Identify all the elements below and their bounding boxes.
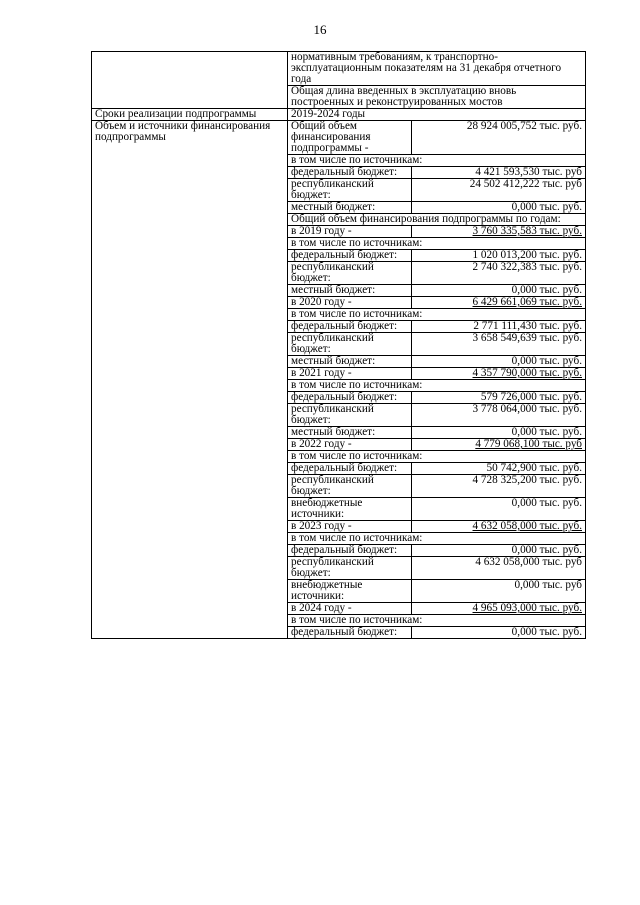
year-source-row-label: республиканский бюджет: xyxy=(288,404,412,427)
year-total-row-label: в 2021 году - xyxy=(288,368,412,380)
year-source-row-value: 0,000 тыс. руб xyxy=(412,580,586,603)
passport-table xyxy=(91,51,586,639)
year-source-row xyxy=(288,557,585,580)
total-source-row-label: федеральный бюджет: xyxy=(288,167,412,179)
year-source-row-label: федеральный бюджет: xyxy=(288,627,412,639)
year-source-row-value: 4 728 325,200 тыс. руб. xyxy=(412,475,586,498)
year-source-row xyxy=(288,285,585,297)
total-sources-heading-text: в том числе по источникам: xyxy=(288,155,585,167)
year-source-row-label: республиканский бюджет: xyxy=(288,333,412,356)
indicator-left-cell xyxy=(92,52,288,109)
year-source-row-label: местный бюджет: xyxy=(288,285,412,297)
year-sources-heading-text: в том числе по источникам: xyxy=(288,238,585,250)
year-source-row-label: внебюджетные источники: xyxy=(288,580,412,603)
terms-value: 2019-2024 годы xyxy=(288,109,586,121)
year-sources-heading-text: в том числе по источникам: xyxy=(288,533,585,545)
total-financing-row-value: 28 924 005,752 тыс. руб. xyxy=(466,120,582,132)
year-source-row-value: 0,000 тыс. руб. xyxy=(412,498,586,521)
year-total-row-label: в 2019 году - xyxy=(288,226,412,238)
year-source-row-label: местный бюджет: xyxy=(288,427,412,439)
year-source-row xyxy=(288,427,585,439)
year-source-row-label: федеральный бюджет: xyxy=(288,545,412,557)
year-total-row xyxy=(288,297,585,309)
total-source-row xyxy=(288,167,585,179)
year-source-row-label: федеральный бюджет: xyxy=(288,463,412,475)
year-total-row-label: в 2024 году - xyxy=(288,603,412,615)
year-sources-heading xyxy=(288,533,585,545)
year-source-row-value: 579 726,000 тыс. руб. xyxy=(412,392,586,404)
year-source-row xyxy=(288,392,585,404)
year-source-row-label: местный бюджет: xyxy=(288,356,412,368)
terms-label: Сроки реализации подпрограммы xyxy=(92,109,288,121)
total-source-row-value: 24 502 412,222 тыс. руб xyxy=(412,179,586,202)
total-sources-heading xyxy=(288,155,585,167)
indicator-row xyxy=(92,52,586,109)
year-source-row xyxy=(288,545,585,557)
total-source-row-label: республиканский бюджет: xyxy=(288,179,412,202)
year-total-row xyxy=(288,226,585,238)
total-source-row-label: местный бюджет: xyxy=(288,202,412,214)
year-total-row xyxy=(288,521,585,533)
year-total-row-label: в 2023 году - xyxy=(288,521,412,533)
year-source-row xyxy=(288,580,585,603)
year-source-row-value: 2 771 111,430 тыс. руб. xyxy=(412,321,586,333)
year-source-row-label: федеральный бюджет: xyxy=(288,392,412,404)
indicator-bridges: Общая длина введенных в эксплуатацию вновь построенных и реконструированных мостов xyxy=(288,86,585,109)
year-source-row xyxy=(288,498,585,521)
year-source-row-label: республиканский бюджет: xyxy=(288,475,412,498)
indicator-block xyxy=(288,52,585,108)
year-source-row xyxy=(288,627,585,639)
year-sources-heading-text: в том числе по источникам: xyxy=(288,615,585,627)
year-source-row xyxy=(288,262,585,285)
year-sources-heading xyxy=(288,451,585,463)
year-source-row-value: 1 020 013,200 тыс. руб. xyxy=(412,250,586,262)
year-source-row xyxy=(288,404,585,427)
year-source-row xyxy=(288,250,585,262)
year-source-row xyxy=(288,475,585,498)
year-source-row-value: 0,000 тыс. руб. xyxy=(412,285,586,297)
year-source-row xyxy=(288,333,585,356)
year-source-row xyxy=(288,356,585,368)
total-source-row-value: 0,000 тыс. руб. xyxy=(412,202,586,214)
year-source-row-value: 3 778 064,000 тыс. руб. xyxy=(412,404,586,427)
year-source-row-value: 0,000 тыс. руб. xyxy=(412,356,586,368)
year-source-row-value: 0,000 тыс. руб. xyxy=(412,427,586,439)
total-source-row xyxy=(288,202,585,214)
year-total-row xyxy=(288,603,585,615)
year-sources-heading xyxy=(288,309,585,321)
year-source-row-value: 3 658 549,639 тыс. руб. xyxy=(412,333,586,356)
page-number: 16 xyxy=(313,22,327,37)
year-source-row-label: республиканский бюджет: xyxy=(288,262,412,285)
year-sources-heading-text: в том числе по источникам: xyxy=(288,309,585,321)
year-source-row-label: федеральный бюджет: xyxy=(288,321,412,333)
year-sources-heading xyxy=(288,615,585,627)
year-total-row-label: в 2022 году - xyxy=(288,439,412,451)
indicator-continuation: нормативным требованиям, к транспортно-эксплуатационным показателям на 31 декабря отчетного года xyxy=(291,51,562,85)
financing-row xyxy=(92,121,586,639)
year-total-row xyxy=(288,439,585,451)
year-total-row-value: 3 760 335,583 тыс. руб. xyxy=(412,226,586,238)
terms-row xyxy=(92,109,586,121)
year-source-row-value: 50 742,900 тыс. руб. xyxy=(412,463,586,475)
year-total-row xyxy=(288,368,585,380)
year-sources-heading-text: в том числе по источникам: xyxy=(288,380,585,392)
year-source-row xyxy=(288,463,585,475)
year-source-row-value: 4 632 058,000 тыс. руб xyxy=(412,557,586,580)
by-years-heading-text: Общий объем финансирования подпрограммы по годам: xyxy=(288,214,585,226)
year-sources-heading xyxy=(288,238,585,250)
year-total-row-value: 4 779 068,100 тыс. руб xyxy=(412,439,586,451)
by-years-heading xyxy=(288,214,585,226)
year-source-row-value: 0,000 тыс. руб. xyxy=(412,545,586,557)
year-total-row-label: в 2020 году - xyxy=(288,297,412,309)
total-source-row-value: 4 421 593,530 тыс. руб xyxy=(412,167,586,179)
year-sources-heading-text: в том числе по источникам: xyxy=(288,451,585,463)
year-total-row-value: 4 357 790,000 тыс. руб. xyxy=(412,368,586,380)
year-total-row-value: 6 429 661,069 тыс. руб. xyxy=(412,297,586,309)
year-source-row-label: республиканский бюджет: xyxy=(288,557,412,580)
total-financing-row xyxy=(288,121,585,155)
financing-label: Объем и источники финансирования подпрограммы xyxy=(92,121,288,639)
financing-table xyxy=(288,121,585,638)
year-source-row xyxy=(288,321,585,333)
year-total-row-value: 4 632 058,000 тыс. руб. xyxy=(412,521,586,533)
year-source-row-value: 0,000 тыс. руб. xyxy=(412,627,586,639)
total-financing-row-label: Общий объем финансирования подпрограммы - xyxy=(288,121,412,155)
year-source-row-label: внебюджетные источники: xyxy=(288,498,412,521)
year-sources-heading xyxy=(288,380,585,392)
total-source-row xyxy=(288,179,585,202)
year-source-row-value: 2 740 322,383 тыс. руб. xyxy=(412,262,586,285)
year-source-row-label: федеральный бюджет: xyxy=(288,250,412,262)
year-total-row-value: 4 965 093,000 тыс. руб. xyxy=(412,603,586,615)
